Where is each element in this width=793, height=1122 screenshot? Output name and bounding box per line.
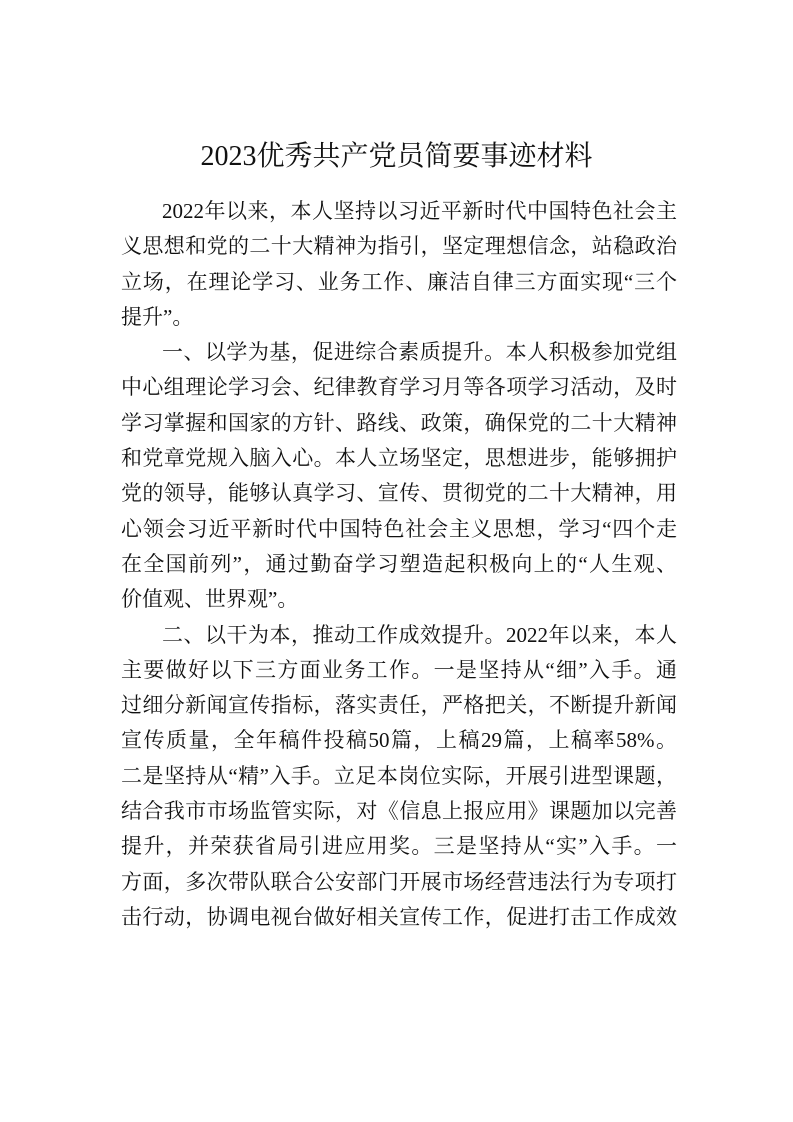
text-line: 义思想和党的二十大精神为指引，坚定理想信念，站稳政治 <box>121 234 677 259</box>
text-line: 中心组理论学习会、纪律教育学习月等各项学习活动，及时 <box>121 375 677 400</box>
text-line: 心领会习近平新时代中国特色社会主义思想，学习“四个走 <box>121 516 677 541</box>
text-line: 在全国前列”，通过勤奋学习塑造起积极向上的“人生观、 <box>121 551 677 576</box>
paragraph <box>121 194 677 335</box>
text-line: 主要做好以下三方面业务工作。一是坚持从“细”入手。通 <box>121 657 677 682</box>
text-line: 价值观、世界观”。 <box>121 587 299 612</box>
text-line: 宣传质量，全年稿件投稿50篇，上稿29篇，上稿率58%。 <box>121 728 677 753</box>
paragraph <box>121 335 677 617</box>
text-line: 2022年以来，本人坚持以习近平新时代中国特色社会主 <box>162 199 677 223</box>
document-body <box>121 194 677 935</box>
text-line: 过细分新闻宣传指标，落实责任，严格把关，不断提升新闻 <box>121 693 677 718</box>
text-line: 和党章党规入脑入心。本人立场坚定，思想进步，能够拥护 <box>121 446 677 471</box>
paragraph <box>121 618 677 936</box>
text-line: 一、以学为基，促进综合素质提升。本人积极参加党组 <box>162 340 677 365</box>
text-line: 党的领导，能够认真学习、宣传、贯彻党的二十大精神，用 <box>121 481 677 506</box>
text-line: 学习掌握和国家的方针、路线、政策，确保党的二十大精神 <box>121 410 677 435</box>
text-line: 提升，并荣获省局引进应用奖。三是坚持从“实”入手。一 <box>121 834 677 859</box>
text-line: 提升”。 <box>121 304 194 329</box>
text-line: 方面，多次带队联合公安部门开展市场经营违法行为专项打 <box>121 869 677 894</box>
text-line: 立场，在理论学习、业务工作、廉洁自律三方面实现“三个 <box>121 269 677 294</box>
text-line: 结合我市市场监管实际，对《信息上报应用》课题加以完善 <box>121 799 677 824</box>
document-title: 2023优秀共产党员简要事迹材料 <box>200 141 593 172</box>
text-line: 二、以干为本，推动工作成效提升。2022年以来，本人 <box>162 622 677 647</box>
text-line: 二是坚持从“精”入手。立足本岗位实际，开展引进型课题， <box>121 763 677 788</box>
text-line: 击行动，协调电视台做好相关宣传工作，促进打击工作成效 <box>121 904 677 929</box>
